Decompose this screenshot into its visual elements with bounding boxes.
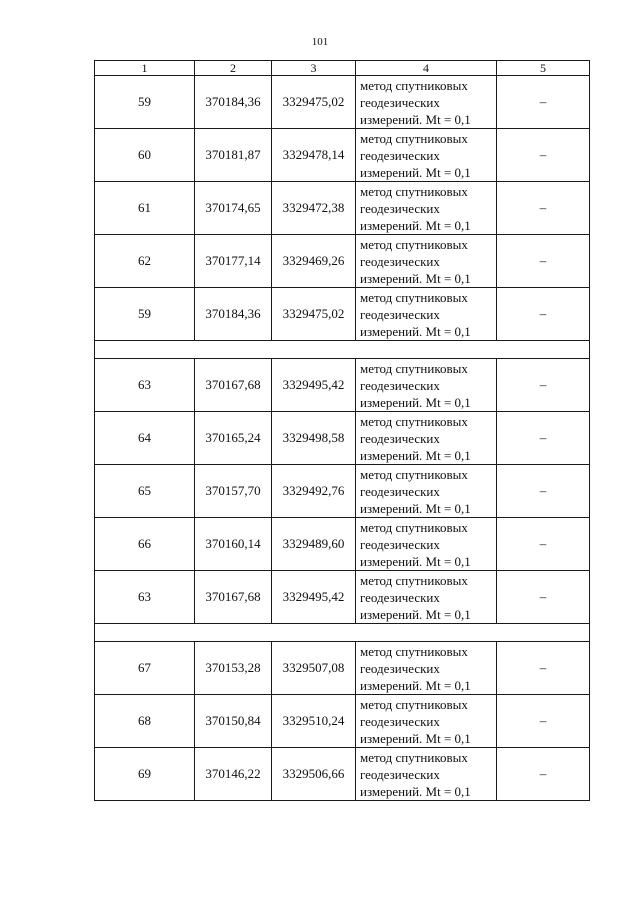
table-row	[95, 465, 590, 518]
coordinate-x-cell: 370181,87	[195, 129, 272, 182]
coordinate-x-cell: 370146,22	[195, 748, 272, 801]
point-number-cell: 60	[95, 129, 195, 182]
header-row	[95, 61, 590, 76]
note-cell: –	[497, 748, 590, 801]
note-cell: –	[497, 129, 590, 182]
column-header-3: 3	[272, 61, 356, 76]
coordinate-y-cell: 3329498,58	[272, 412, 356, 465]
coordinate-x-cell: 370167,68	[195, 359, 272, 412]
coordinate-y-cell: 3329510,24	[272, 695, 356, 748]
point-number-cell: 63	[95, 571, 195, 624]
table-row	[95, 695, 590, 748]
coordinate-x-cell: 370184,36	[195, 288, 272, 341]
coordinates-table	[94, 60, 590, 801]
point-number-cell: 63	[95, 359, 195, 412]
method-cell: метод спутниковых геодезических измерений. Mt = 0,1	[356, 288, 497, 341]
table-row	[95, 76, 590, 129]
point-number-cell: 59	[95, 288, 195, 341]
column-header-2: 2	[195, 61, 272, 76]
table-row	[95, 518, 590, 571]
coordinate-x-cell: 370150,84	[195, 695, 272, 748]
coordinate-y-cell: 3329495,42	[272, 571, 356, 624]
method-cell: метод спутниковых геодезических измерений. Mt = 0,1	[356, 748, 497, 801]
method-cell: метод спутниковых геодезических измерений. Mt = 0,1	[356, 412, 497, 465]
coordinates-table-body	[95, 61, 590, 801]
point-number-cell: 69	[95, 748, 195, 801]
method-cell: метод спутниковых геодезических измерений. Mt = 0,1	[356, 465, 497, 518]
coordinate-x-cell: 370177,14	[195, 235, 272, 288]
note-cell: –	[497, 76, 590, 129]
note-cell: –	[497, 465, 590, 518]
coordinate-y-cell: 3329495,42	[272, 359, 356, 412]
note-cell: –	[497, 288, 590, 341]
point-number-cell: 66	[95, 518, 195, 571]
table-row	[95, 129, 590, 182]
method-cell: метод спутниковых геодезических измерений. Mt = 0,1	[356, 571, 497, 624]
page-number: 101	[311, 36, 329, 48]
table-row	[95, 235, 590, 288]
method-cell: метод спутниковых геодезических измерений. Mt = 0,1	[356, 518, 497, 571]
coordinate-y-cell: 3329478,14	[272, 129, 356, 182]
coordinate-y-cell: 3329475,02	[272, 288, 356, 341]
coordinate-y-cell: 3329492,76	[272, 465, 356, 518]
group-separator-row	[95, 624, 590, 642]
method-cell: метод спутниковых геодезических измерений. Mt = 0,1	[356, 129, 497, 182]
note-cell: –	[497, 412, 590, 465]
coordinate-x-cell: 370153,28	[195, 642, 272, 695]
coordinate-y-cell: 3329469,26	[272, 235, 356, 288]
group-separator-cell	[95, 624, 590, 642]
note-cell: –	[497, 695, 590, 748]
table-row	[95, 359, 590, 412]
point-number-cell: 64	[95, 412, 195, 465]
coordinate-y-cell: 3329507,08	[272, 642, 356, 695]
coordinate-y-cell: 3329475,02	[272, 76, 356, 129]
point-number-cell: 65	[95, 465, 195, 518]
column-header-1: 1	[95, 61, 195, 76]
point-number-cell: 67	[95, 642, 195, 695]
method-cell: метод спутниковых геодезических измерений. Mt = 0,1	[356, 695, 497, 748]
table-row	[95, 182, 590, 235]
coordinate-y-cell: 3329506,66	[272, 748, 356, 801]
note-cell: –	[497, 235, 590, 288]
table-row	[95, 748, 590, 801]
table-row	[95, 642, 590, 695]
note-cell: –	[497, 571, 590, 624]
coordinate-y-cell: 3329472,38	[272, 182, 356, 235]
point-number-cell: 59	[95, 76, 195, 129]
point-number-cell: 61	[95, 182, 195, 235]
coordinate-x-cell: 370184,36	[195, 76, 272, 129]
method-cell: метод спутниковых геодезических измерений. Mt = 0,1	[356, 235, 497, 288]
column-header-4: 4	[356, 61, 497, 76]
note-cell: –	[497, 182, 590, 235]
method-cell: метод спутниковых геодезических измерений. Mt = 0,1	[356, 182, 497, 235]
note-cell: –	[497, 518, 590, 571]
point-number-cell: 62	[95, 235, 195, 288]
coordinate-x-cell: 370157,70	[195, 465, 272, 518]
table-row	[95, 571, 590, 624]
method-cell: метод спутниковых геодезических измерений. Mt = 0,1	[356, 359, 497, 412]
point-number-cell: 68	[95, 695, 195, 748]
table-row	[95, 288, 590, 341]
coordinate-x-cell: 370165,24	[195, 412, 272, 465]
method-cell: метод спутниковых геодезических измерений. Mt = 0,1	[356, 76, 497, 129]
column-header-5: 5	[497, 61, 590, 76]
coordinate-y-cell: 3329489,60	[272, 518, 356, 571]
note-cell: –	[497, 642, 590, 695]
coordinate-x-cell: 370174,65	[195, 182, 272, 235]
table-row	[95, 412, 590, 465]
group-separator-row	[95, 341, 590, 359]
note-cell: –	[497, 359, 590, 412]
method-cell: метод спутниковых геодезических измерений. Mt = 0,1	[356, 642, 497, 695]
coordinate-x-cell: 370167,68	[195, 571, 272, 624]
coordinate-x-cell: 370160,14	[195, 518, 272, 571]
group-separator-cell	[95, 341, 590, 359]
